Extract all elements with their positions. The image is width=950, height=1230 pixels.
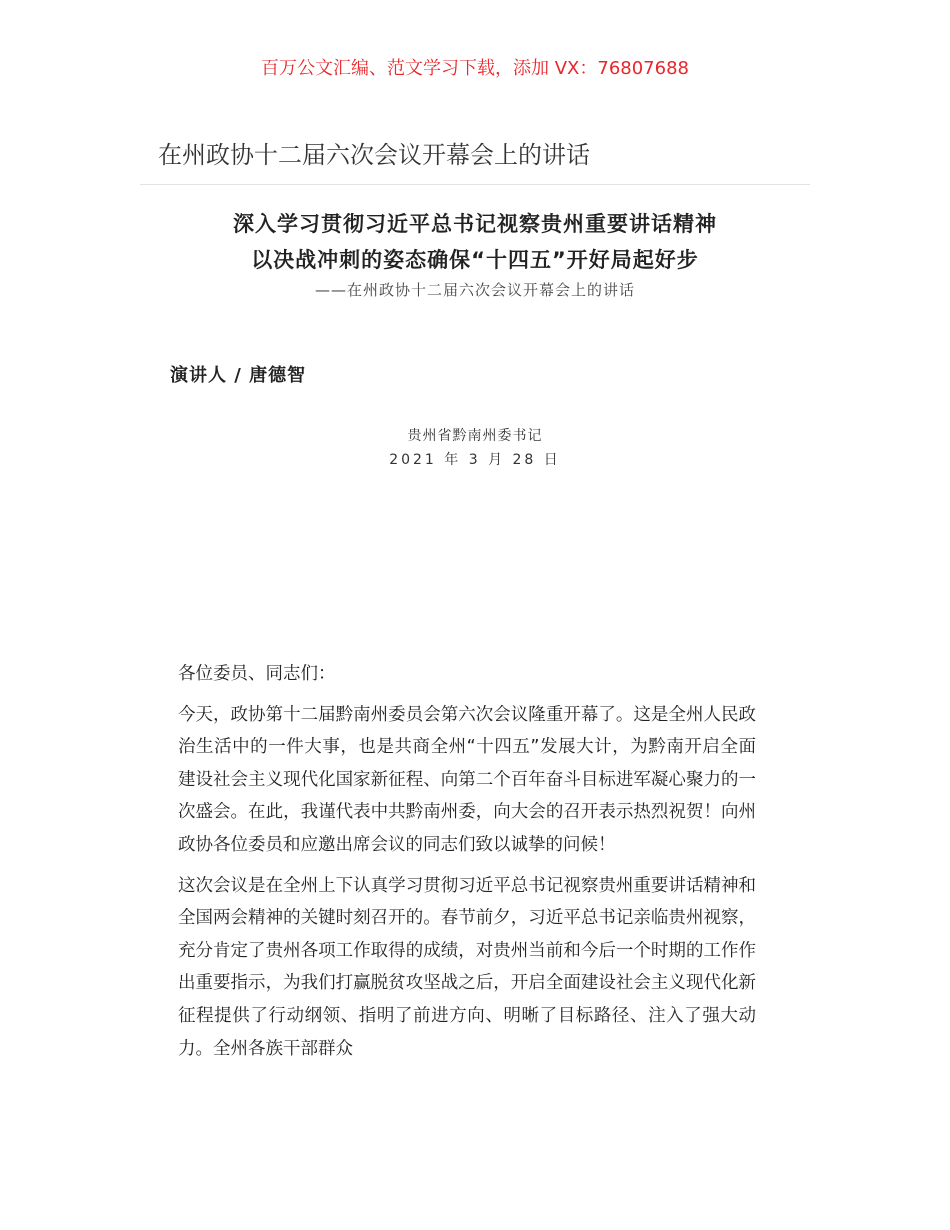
salutation-paragraph: 各位委员、同志们： bbox=[178, 664, 336, 684]
speech-date: 2021 年 3 月 28 日 bbox=[389, 452, 561, 468]
speaker-position: 贵州省黔南州委书记 bbox=[407, 428, 543, 444]
body-paragraph: 这次会议是在全州上下认真学习贯彻习近平总书记视察贵州重要讲话精神和全国两会精神的关键时刻召开的。春节前夕，习近平总书记亲临贵州视察，充分肯定了贵州各项工作取得的成绩，对贵州当前和今后一个时期的工作作出重要指示，为我们打赢脱贫攻坚战之后，开启全面建设社会主义现代化新征程提供了行动纲领、指明了前进方向、明晰了目标路径、注入了强大动力。全州各族干部群众 bbox=[178, 875, 756, 1059]
title-divider bbox=[140, 184, 810, 185]
speech-subtitle: ——在州政协十二届六次会议开幕会上的讲话 bbox=[314, 281, 635, 299]
speaker-line: 演讲人 / 唐德智 bbox=[170, 365, 307, 386]
document-title: 在州政协十二届六次会议开幕会上的讲话 bbox=[158, 141, 590, 169]
body-paragraph: 今天，政协第十二届黔南州委员会第六次会议隆重开幕了。这是全州人民政治生活中的一件大事，也是共商全州“十四五”发展大计，为黔南开启全面建设社会主义现代化国家新征程、向第二个百年奋斗目标进军凝心聚力的一次盛会。在此，我谨代表中共黔南州委，向大会的召开表示热烈祝贺！向州政协各位委员和应邀出席会议的同志们致以诚挚的问候！ bbox=[178, 704, 756, 855]
headline-line-1: 深入学习贯彻习近平总书记视察贵州重要讲话精神 bbox=[233, 212, 717, 236]
promo-banner: 百万公文汇编、范文学习下载，添加 VX：76807688 bbox=[261, 58, 689, 79]
speech-body bbox=[178, 658, 756, 1073]
headline-line-2: 以决战冲刺的姿态确保“十四五”开好局起好步 bbox=[251, 248, 699, 272]
